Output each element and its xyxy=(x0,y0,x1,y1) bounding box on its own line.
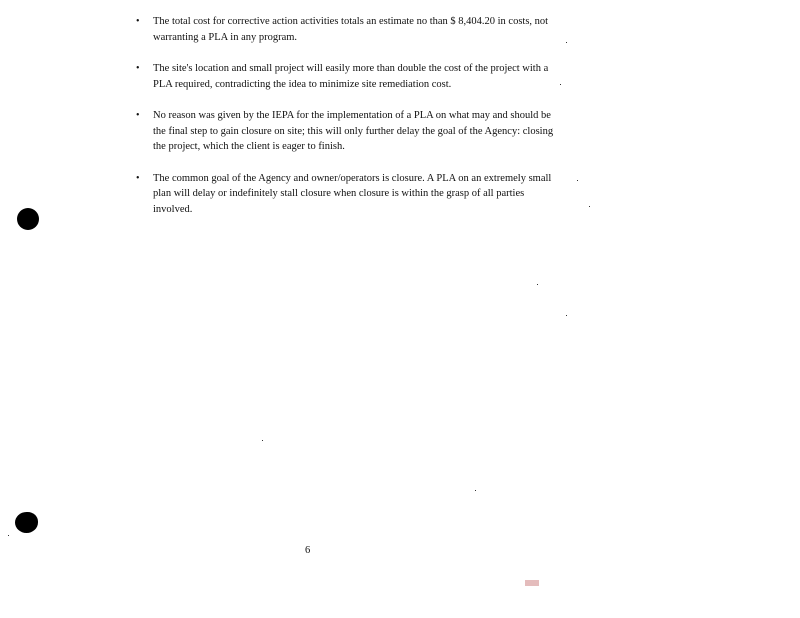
bullet-text: The common goal of the Agency and owner/operators is closure. A PLA on an extremely small plan will delay or indefinitely stall closure when closure is within the grasp of all parties involved. xyxy=(153,172,552,215)
scan-speck xyxy=(8,535,9,536)
bullet-icon: • xyxy=(136,16,140,27)
bullet-list xyxy=(136,14,556,233)
scan-speck xyxy=(589,206,590,207)
scan-speck xyxy=(560,84,561,85)
bullet-item xyxy=(136,14,556,45)
scan-speck xyxy=(577,180,578,181)
bullet-text: The site's location and small project will easily more than double the cost of the project with a PLA required, contradicting the idea to minimize site remediation cost. xyxy=(153,63,549,90)
punch-hole xyxy=(15,512,38,533)
bullet-icon: • xyxy=(136,172,140,184)
scan-speck xyxy=(537,284,538,285)
bullet-item xyxy=(136,61,556,92)
bullet-item xyxy=(136,171,556,218)
punch-hole xyxy=(17,208,39,230)
bullet-icon: • xyxy=(136,63,140,74)
stamp-mark xyxy=(525,580,539,586)
scan-speck xyxy=(475,490,476,491)
scan-speck xyxy=(262,440,263,441)
bullet-item xyxy=(136,108,556,155)
bullet-text: No reason was given by the IEPA for the implementation of a PLA on what may and should be the final step to gain closure on site; this will only further delay the goal of the Agency: closing the project, which the client is eager to finish. xyxy=(153,110,554,152)
bullet-icon: • xyxy=(136,110,140,121)
scan-speck xyxy=(566,42,567,43)
scan-speck xyxy=(566,315,567,316)
page-number: 6 xyxy=(305,545,311,556)
bullet-text: The total cost for corrective action activities totals an estimate no than $ 8,404.20 in costs, not warranting a PLA in any program. xyxy=(153,16,549,43)
